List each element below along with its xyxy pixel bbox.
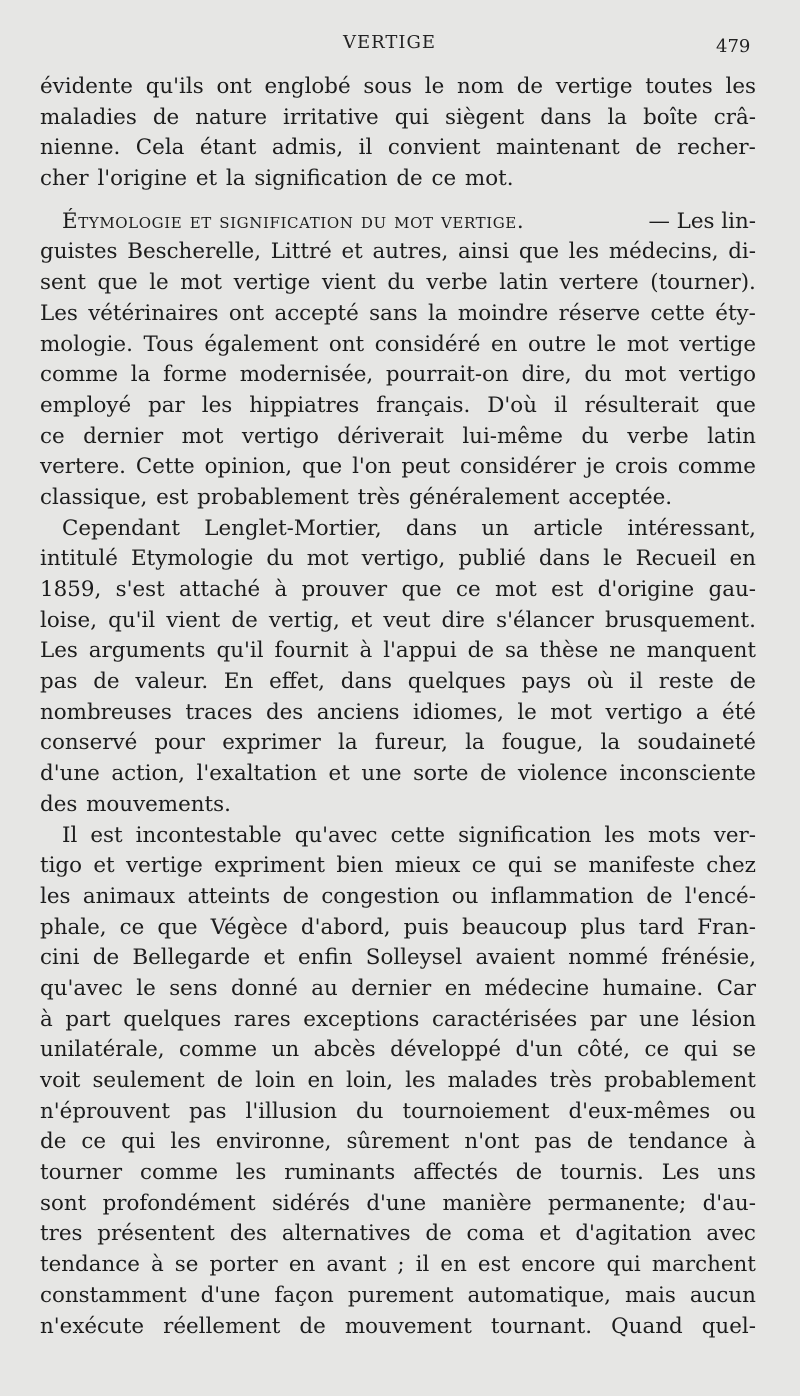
running-title: VERTIGE [343, 32, 437, 53]
text-line: cher l'origine et la signification de ce mot. [40, 166, 514, 192]
text-line: comme la forme modernisée, pourrait-on dire, du mot vertigo [40, 362, 756, 388]
text-line: Il est incontestable qu'avec cette signification les mots ver- [62, 822, 756, 848]
paragraph-3 [40, 514, 756, 821]
text-line: mologie. Tous également ont considéré en outre le mot vertige [40, 331, 756, 357]
text-line: n'exécute réellement de mouvement tournant. Quand quel- [40, 1313, 756, 1339]
text-line: sent que le mot vertige vient du verbe latin vertere (tourner). [40, 270, 756, 296]
text-line: Étymologie et signification du mot vertige. — Les lin- [40, 207, 756, 238]
text-line: n'éprouvent pas l'illusion du tournoiement d'eux-mêmes ou [40, 1098, 756, 1124]
text-line: cini de Bellegarde et enfin Solleysel avaient nommé frénésie, [40, 945, 756, 971]
text-line: évidente qu'ils ont englobé sous le nom de vertige toutes les [40, 74, 756, 99]
section-heading: Étymologie et signification du mot vertige. [62, 208, 525, 234]
text-line: unilatérale, comme un abcès développé d'un côté, ce qui se [40, 1037, 756, 1063]
text-line: 1859, s'est attaché à prouver que ce mot est d'origine gau- [40, 577, 756, 602]
text-line: guistes Bescherelle, Littré et autres, ainsi que les médecins, di- [40, 239, 756, 265]
text-line: vertere. Cette opinion, que l'on peut considérer je crois comme [40, 454, 756, 480]
text-line: nienne. Cela étant admis, il convient maintenant de recher- [40, 135, 756, 161]
text-line: les animaux atteints de congestion ou inflammation de l'encé- [40, 883, 756, 909]
text-line: tendance à se porter en avant ; il en est encore qui marchent [40, 1252, 756, 1278]
page-number: 479 [716, 36, 751, 57]
text-line: pas de valeur. En effet, dans quelques pays où il reste de [40, 669, 756, 695]
text-line: de ce qui les environne, sûrement n'ont pas de tendance à [40, 1129, 756, 1155]
text-line: tres présentent des alternatives de coma et d'agitation avec [40, 1221, 756, 1247]
text-line: employé par les hippiatres français. D'où il résulterait que [40, 392, 756, 418]
text-line: intitulé Etymologie du mot vertigo, publié dans le Recueil en [40, 546, 756, 572]
paragraph-2 [40, 207, 756, 514]
page-header [0, 30, 800, 62]
paragraph-1 [40, 72, 756, 195]
text-line: conservé pour exprimer la fureur, la fougue, la soudaineté [40, 730, 756, 756]
text-line: à part quelques rares exceptions caractérisées par une lésion [40, 1006, 756, 1032]
text-line: d'une action, l'exaltation et une sorte de violence inconsciente [40, 761, 756, 787]
body-text [40, 72, 756, 1342]
text-line: tigo et vertige expriment bien mieux ce qui se manifeste chez [40, 853, 756, 879]
text-line: Les arguments qu'il fournit à l'appui de sa thèse ne manquent [40, 638, 756, 664]
text-line: maladies de nature irritative qui siègent dans la boîte crâ- [40, 104, 756, 130]
text-line: loise, qu'il vient de vertig, et veut dire s'élancer brusquement. [40, 607, 756, 633]
text-line: Cependant Lenglet-Mortier, dans un article intéressant, [62, 515, 756, 541]
text-line: constamment d'une façon purement automatique, mais aucun [40, 1282, 756, 1308]
text-line: qu'avec le sens donné au dernier en médecine humaine. Car [40, 975, 756, 1001]
text-line: classique, est probablement très généralement acceptée. [40, 484, 673, 510]
paragraph-4 [40, 821, 756, 1343]
text-line: tourner comme les ruminants affectés de tournis. Les uns [40, 1160, 756, 1186]
text-line: phale, ce que Végèce d'abord, puis beaucoup plus tard Fran- [40, 914, 756, 940]
text-line: voit seulement de loin en loin, les malades très probablement [40, 1068, 756, 1093]
text-line: nombreuses traces des anciens idiomes, le mot vertigo a été [40, 699, 756, 725]
text-line: sont profondément sidérés d'une manière permanente; d'au- [40, 1190, 756, 1216]
text-line: des mouvements. [40, 791, 231, 817]
text-line: Les vétérinaires ont accepté sans la moindre réserve cette éty- [40, 300, 756, 326]
text-line: ce dernier mot vertigo dériverait lui-même du verbe latin [40, 423, 756, 449]
